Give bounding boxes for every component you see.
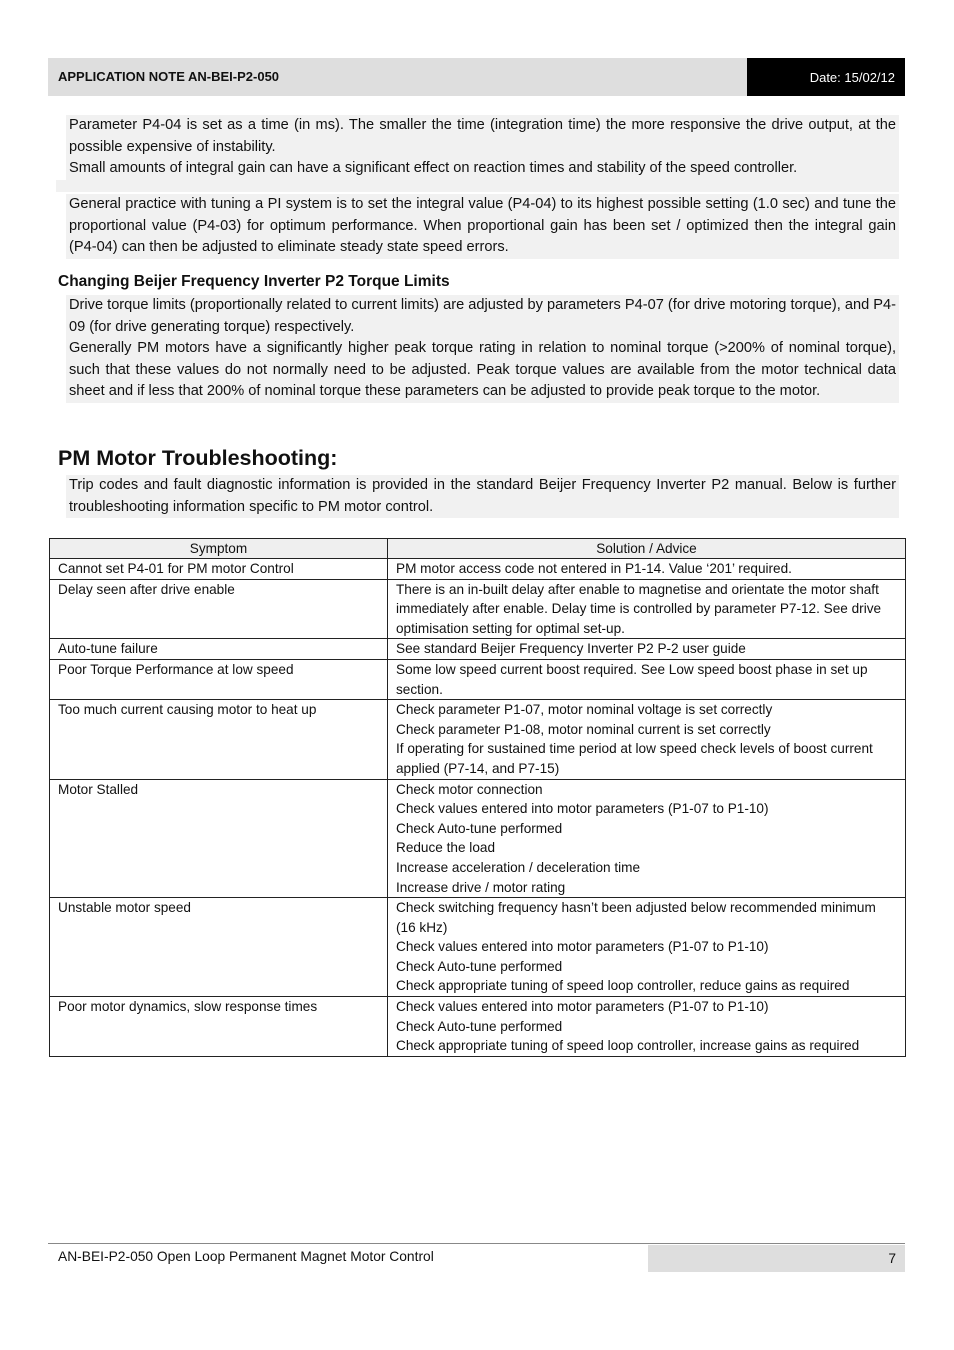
page-header [48, 58, 905, 96]
solution-line: Reduce the load [396, 840, 496, 856]
table-row [50, 997, 906, 1057]
table-row [50, 898, 906, 997]
solution-line: Check motor connection [396, 781, 543, 797]
symptom-cell: Cannot set P4-01 for PM motor Control [50, 559, 388, 580]
solution-line: Check values entered into motor parameters (P1-07 to P1-10) [396, 801, 769, 817]
solution-cell [388, 898, 906, 997]
solution-line: Check appropriate tuning of speed loop controller, reduce gains as required [396, 978, 850, 994]
torque-paragraph-1: Drive torque limits (proportionally related to current limits) are adjusted by parameters P4-07 (for drive motoring torque), and P4-09 (for drive generating torque) respectively. [69, 297, 896, 335]
solution-line: If operating for sustained time period at low speed check levels of boost current applied (P7-14, and P7-15) [396, 741, 873, 776]
symptom-cell: Poor motor dynamics, slow response times [50, 997, 388, 1057]
table-row [50, 779, 906, 898]
torque-limits-heading: Changing Beijer Frequency Inverter P2 Torque Limits [58, 273, 450, 290]
intro-block-2 [66, 194, 899, 259]
intro-paragraph-1: Parameter P4-04 is set as a time (in ms). The smaller the time (integration time) the more responsive the drive output, at the possible expensive of instability. [69, 117, 896, 155]
symptom-cell: Too much current causing motor to heat up [50, 700, 388, 779]
solution-cell [388, 559, 906, 580]
solution-line: Check values entered into motor parameters (P1-07 to P1-10) [396, 939, 769, 955]
column-header-solution: Solution / Advice [388, 539, 906, 559]
solution-line: Some low speed current boost required. See Low speed boost phase in set up section. [396, 661, 868, 697]
symptom-cell: Motor Stalled [50, 779, 388, 898]
symptom-cell: Poor Torque Performance at low speed [50, 659, 388, 699]
solution-line: There is an in-built delay after enable to magnetise and orientate the motor shaft immediately after enable. Delay time is controlled by parameter P7-12. See drive optimisation setting for optimal set-up. [396, 581, 882, 636]
intro-block-1 [66, 115, 899, 180]
table-row [50, 579, 906, 639]
solution-line: Check parameter P1-07, motor nominal voltage is set correctly [396, 702, 773, 718]
solution-cell [388, 639, 906, 660]
table-row [50, 700, 906, 779]
solution-line: See standard Beijer Frequency Inverter P2 P-2 user guide [396, 641, 746, 657]
footer-divider [48, 1243, 905, 1244]
document-title: APPLICATION NOTE AN-BEI-P2-050 [58, 69, 280, 84]
column-header-symptom: Symptom [50, 539, 388, 559]
solution-cell [388, 700, 906, 779]
solution-cell [388, 659, 906, 699]
torque-paragraph-2: Generally PM motors have a significantly higher peak torque rating in relation to nominal torque (>200% of nominal torque), such that these values do not normally need to be adjusted. Peak torque values are available from the motor technical data sheet and if less that 200% of nominal torque these parameters can be adjusted to provide peak torque to the motor. [69, 340, 896, 399]
table-row [50, 639, 906, 660]
solution-line: Check Auto-tune performed [396, 1018, 563, 1034]
table-row [50, 559, 906, 580]
solution-line: Check appropriate tuning of speed loop controller, increase gains as required [396, 1038, 860, 1054]
troubleshooting-intro: Trip codes and fault diagnostic information is provided in the standard Beijer Frequency Inverter P2 manual. Below is further troubleshooting information specific to PM motor control. [69, 477, 896, 515]
solution-line: Increase drive / motor rating [396, 879, 566, 895]
troubleshooting-intro-block [66, 475, 899, 518]
symptom-cell: Auto-tune failure [50, 639, 388, 660]
torque-limits-block [66, 295, 899, 403]
table-row [50, 659, 906, 699]
symptom-cell: Unstable motor speed [50, 898, 388, 997]
solution-cell [388, 997, 906, 1057]
document-date: Date: 15/02/12 [747, 58, 905, 96]
solution-cell [388, 779, 906, 898]
intro-paragraph-3: General practice with tuning a PI system is to set the integral value (P4-04) to its highest possible setting (1.0 sec) and tune the proportional value (P4-03) for optimum performance. When proportional gain has been set / optimized then the integral gain (P4-04) can then be adjusted to eliminate steady state speed errors. [69, 196, 896, 255]
solution-line: Increase acceleration / deceleration time [396, 859, 641, 875]
solution-line: Check Auto-tune performed [396, 958, 563, 974]
solution-line: Check Auto-tune performed [396, 820, 563, 836]
troubleshooting-title: PM Motor Troubleshooting: [58, 446, 338, 470]
solution-line: PM motor access code not entered in P1-14. Value ‘201’ required. [396, 561, 792, 576]
shading-gap [56, 180, 899, 192]
table-body [50, 559, 906, 1057]
symptom-cell: Delay seen after drive enable [50, 579, 388, 639]
intro-paragraph-2: Small amounts of integral gain can have a significant effect on reaction times and stability of the speed controller. [69, 160, 798, 176]
troubleshooting-table [49, 538, 906, 1057]
page-number: 7 [648, 1245, 905, 1272]
solution-cell [388, 579, 906, 639]
solution-line: Check values entered into motor parameters (P1-07 to P1-10) [396, 999, 769, 1015]
solution-line: Check parameter P1-08, motor nominal current is set correctly [396, 721, 771, 737]
solution-line: Check switching frequency hasn’t been adjusted below recommended minimum (16 kHz) [396, 900, 876, 935]
table-header-row [50, 539, 906, 559]
footer-document-name: AN-BEI-P2-050 Open Loop Permanent Magnet Motor Control [58, 1249, 434, 1264]
